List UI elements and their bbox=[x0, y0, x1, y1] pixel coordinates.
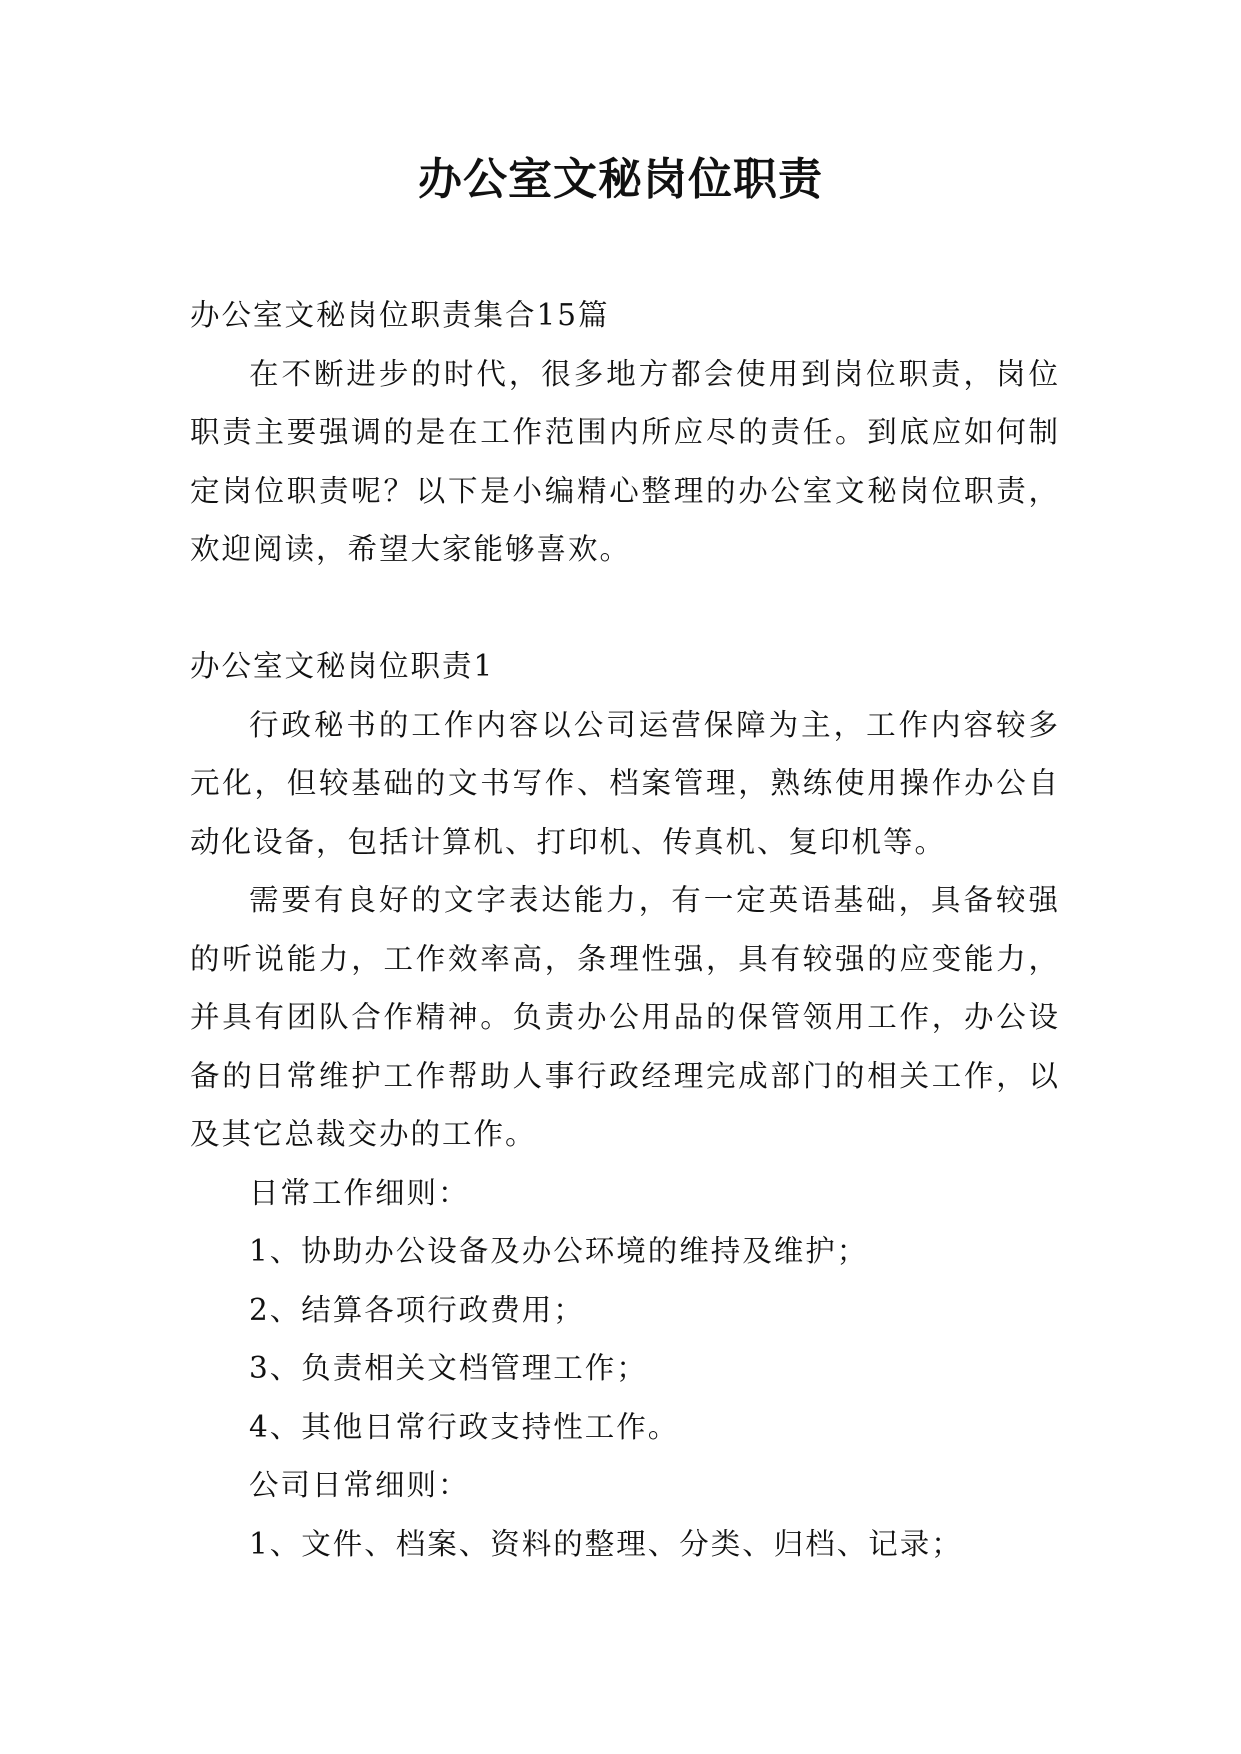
document-body bbox=[190, 286, 1060, 1573]
document-subtitle: 办公室文秘岗位职责集合15篇 bbox=[190, 298, 610, 332]
document-title: 办公室文秘岗位职责 bbox=[418, 154, 823, 205]
list-item: 1、文件、档案、资料的整理、分类、归档、记录； bbox=[249, 1526, 963, 1561]
list-item: 3、负责相关文档管理工作； bbox=[249, 1351, 648, 1385]
daily-rules-heading: 日常工作细则： bbox=[249, 1175, 470, 1210]
section-heading: 办公室文秘岗位职责1 bbox=[190, 649, 495, 683]
list-item: 1、协助办公设备及办公环境的维持及维护； bbox=[249, 1234, 869, 1268]
list-item: 4、其他日常行政支持性工作。 bbox=[249, 1409, 680, 1444]
body-paragraph: 需要有良好的文字表达能力，有一定英语基础，具备较强的听说能力，工作效率高，条理性强，具有较强的应变能力，并具有团队合作精神。负责办公用品的保管领用工作，办公设备的日常维护工作帮助人事行政经理完成部门的相关工作，以及其它总裁交办的工作。 bbox=[190, 883, 1060, 1151]
body-paragraph: 行政秘书的工作内容以公司运营保障为主，工作内容较多元化，但较基础的文书写作、档案管理，熟练使用操作办公自动化设备，包括计算机、打印机、传真机、复印机等。 bbox=[190, 707, 1060, 859]
paragraph-spacer bbox=[190, 579, 1060, 638]
intro-paragraph: 在不断进步的时代，很多地方都会使用到岗位职责，岗位职责主要强调的是在工作范围内所应尽的责任。到底应如何制定岗位职责呢？以下是小编精心整理的办公室文秘岗位职责，欢迎阅读，希望大家能够喜欢。 bbox=[190, 356, 1060, 566]
company-rules-heading: 公司日常细则： bbox=[249, 1468, 470, 1502]
list-item: 2、结算各项行政费用； bbox=[249, 1292, 585, 1327]
